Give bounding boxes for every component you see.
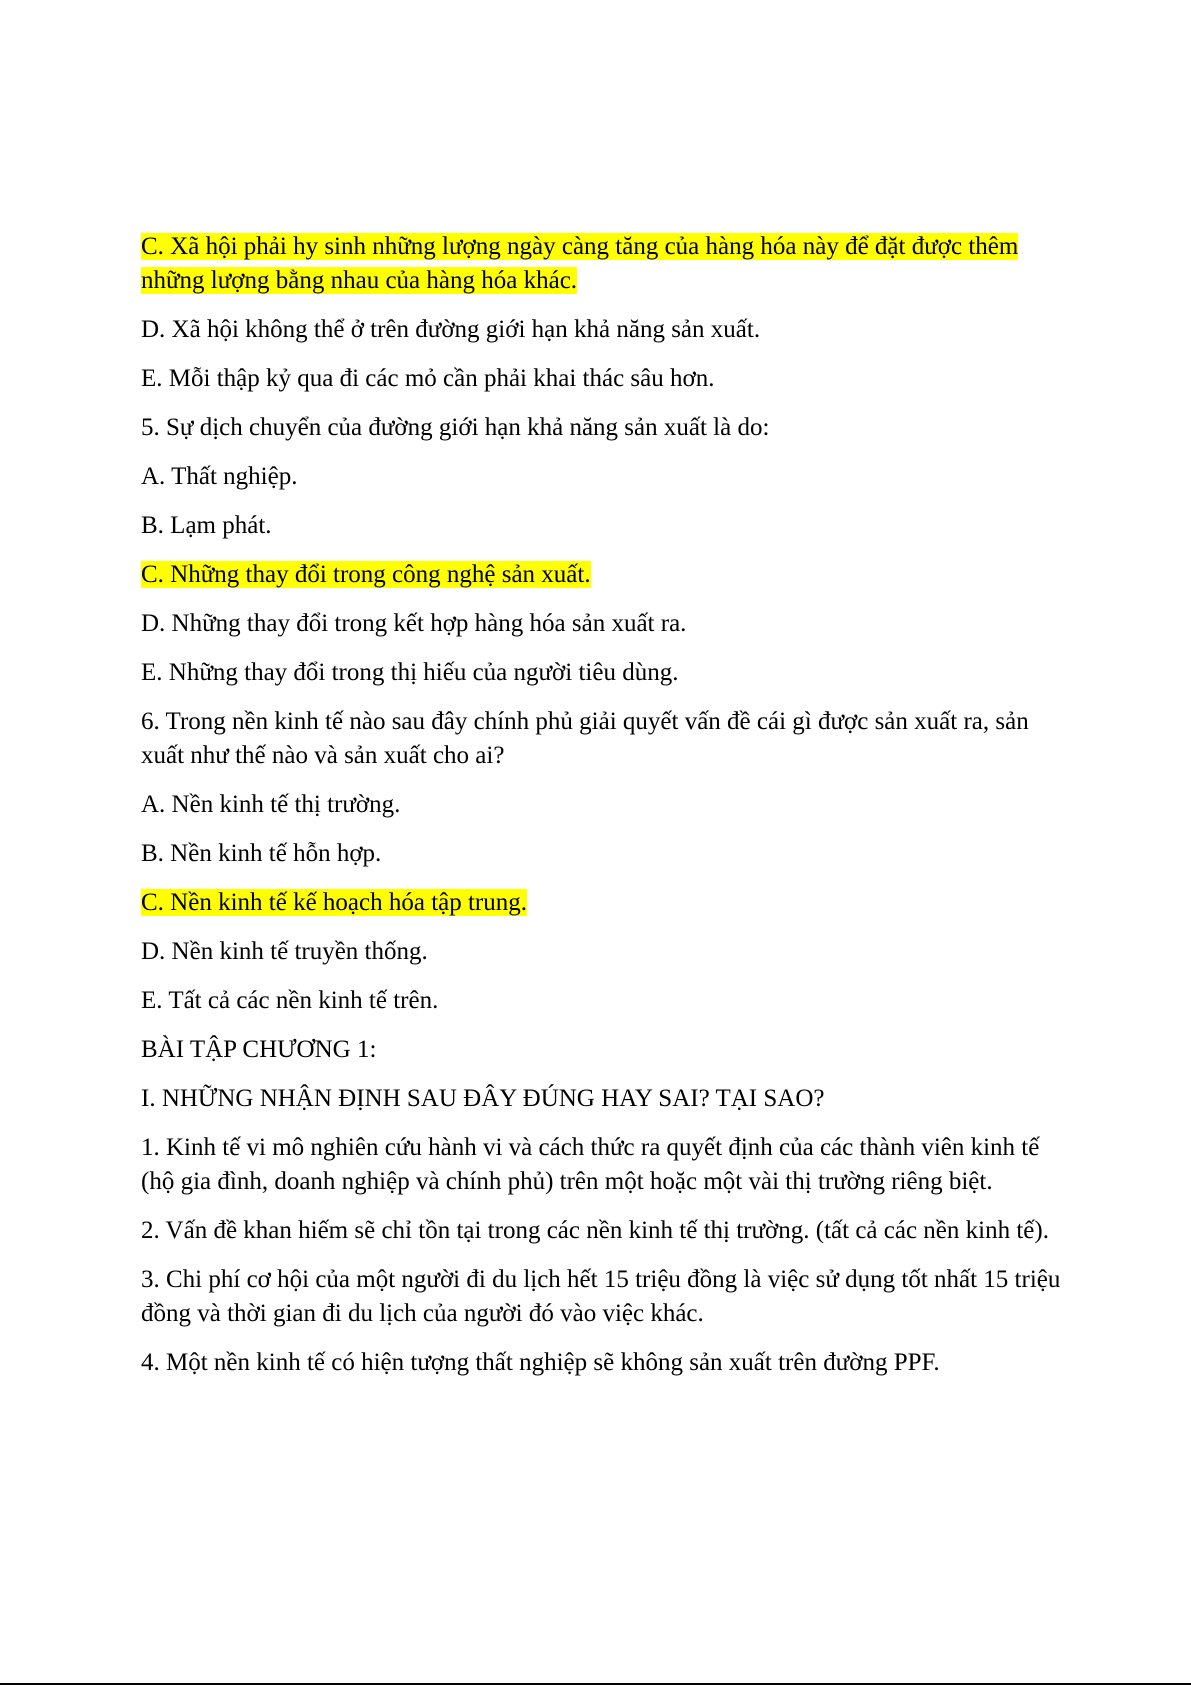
statement-paragraph: 3. Chi phí cơ hội của một người đi du lịch hết 15 triệu đồng là việc sử dụng tốt nhất 15 triệu đồng và thời gian đi du lịch của người đó vào việc khác. [141, 1266, 1061, 1327]
statement-paragraph: 2. Vấn đề khan hiếm sẽ chỉ tồn tại trong các nền kinh tế thị trường. (tất cả các nền kinh tế). [141, 1217, 1049, 1244]
answer-paragraph: D. Những thay đổi trong kết hợp hàng hóa sản xuất ra. [141, 610, 687, 637]
answer-paragraph: D. Xã hội không thể ở trên đường giới hạn khả năng sản xuất. [141, 316, 761, 343]
document-body [141, 230, 1061, 1395]
answer-paragraph [141, 886, 1061, 920]
question-paragraph: 5. Sự dịch chuyển của đường giới hạn khả năng sản xuất là do: [141, 414, 770, 441]
subsection-heading: I. NHỮNG NHẬN ĐỊNH SAU ĐÂY ĐÚNG HAY SAI? TẠI SAO? [141, 1085, 825, 1112]
statement-paragraph: 1. Kinh tế vi mô nghiên cứu hành vi và cách thức ra quyết định của các thành viên kinh tế (hộ gia đình, doanh nghiệp và chính phủ) trên một hoặc một vài thị trường riêng biệt. [141, 1134, 1040, 1195]
answer-paragraph: A. Thất nghiệp. [141, 463, 298, 490]
highlighted-answer: C. Xã hội phải hy sinh những lượng ngày càng tăng của hàng hóa này để đặt được thêm những lượng bằng nhau của hàng hóa khác. [141, 233, 1019, 294]
highlighted-answer: C. Nền kinh tế kế hoạch hóa tập trung. [141, 889, 528, 916]
answer-paragraph: E. Tất cả các nền kinh tế trên. [141, 987, 439, 1014]
answer-paragraph: A. Nền kinh tế thị trường. [141, 791, 401, 818]
answer-paragraph: E. Những thay đổi trong thị hiếu của người tiêu dùng. [141, 659, 679, 686]
answer-paragraph [141, 558, 1061, 592]
section-heading: BÀI TẬP CHƯƠNG 1: [141, 1036, 377, 1063]
answer-paragraph: B. Lạm phát. [141, 512, 272, 539]
highlighted-answer: C. Những thay đổi trong công nghệ sản xuất. [141, 561, 591, 588]
answer-paragraph: E. Mỗi thập kỷ qua đi các mỏ cần phải khai thác sâu hơn. [141, 365, 715, 392]
statement-paragraph: 4. Một nền kinh tế có hiện tượng thất nghiệp sẽ không sản xuất trên đường PPF. [141, 1349, 940, 1376]
answer-paragraph: B. Nền kinh tế hỗn hợp. [141, 840, 382, 867]
question-paragraph: 6. Trong nền kinh tế nào sau đây chính phủ giải quyết vấn đề cái gì được sản xuất ra, sản xuất như thế nào và sản xuất cho ai? [141, 708, 1029, 769]
answer-paragraph: D. Nền kinh tế truyền thống. [141, 938, 428, 965]
answer-paragraph [141, 230, 1061, 298]
